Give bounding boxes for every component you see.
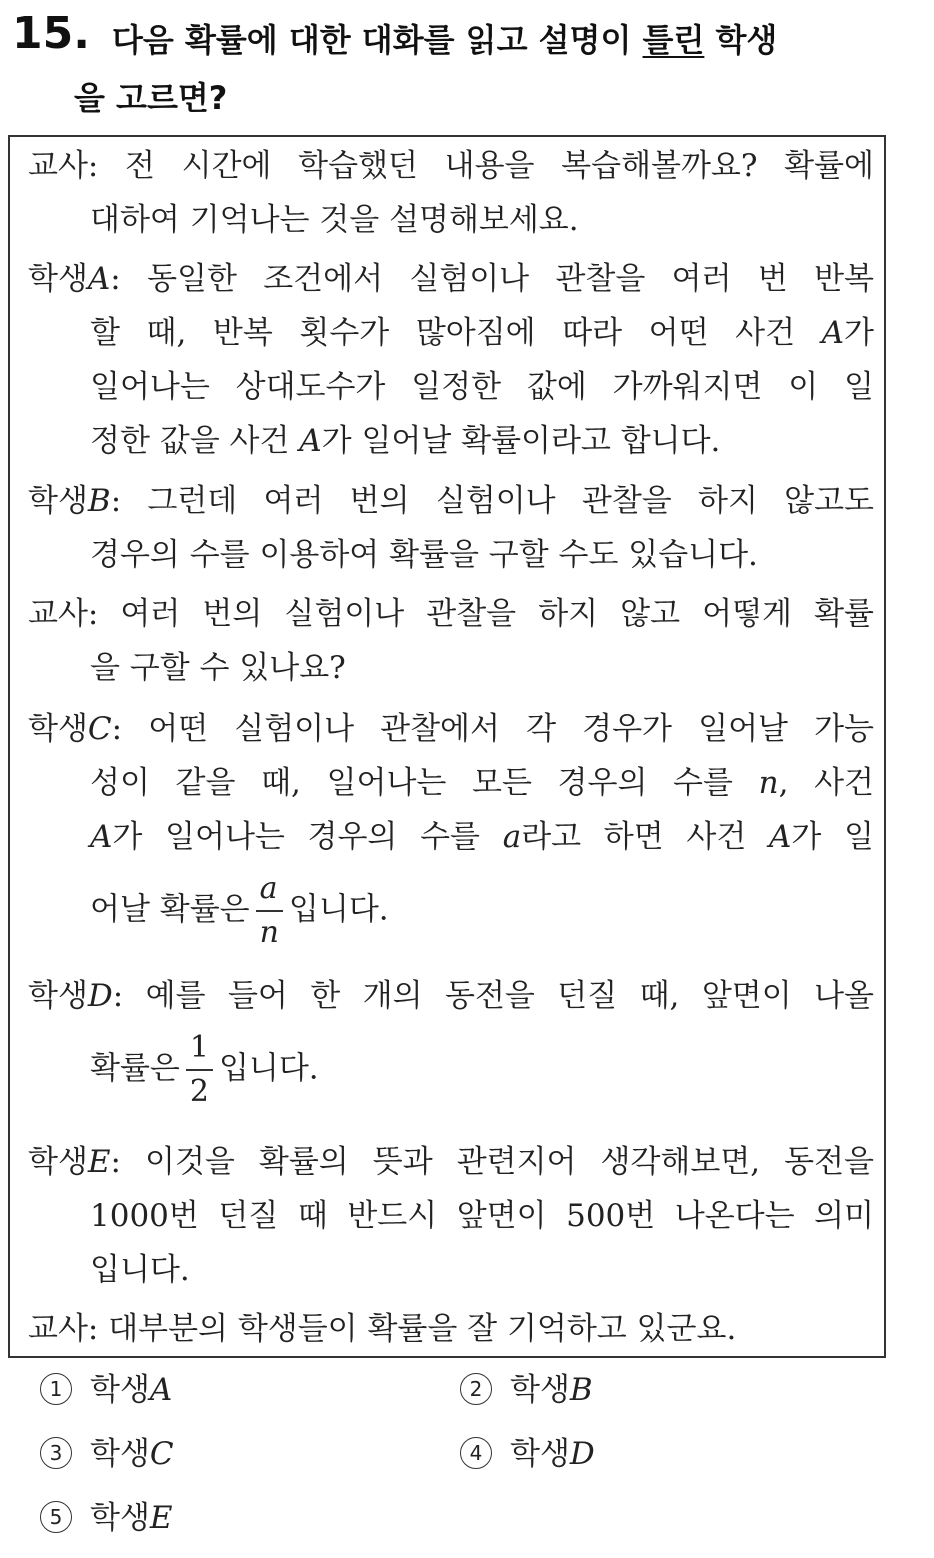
- studentC-line3: [28, 810, 874, 864]
- choice-4-number: 4: [460, 1437, 492, 1469]
- studentD-line1-text: 예를 들어 한 개의 동전을 던질 때, 앞면이 나올: [123, 978, 874, 1014]
- studentA-speaker: [28, 261, 121, 297]
- studentE-speaker-prefix: 학생: [28, 1144, 88, 1180]
- studentC-line1-text: 어떤 실험이나 관찰에서 각 경우가 일어날 가능: [122, 711, 874, 747]
- dialogue-student-d: [28, 969, 874, 1107]
- question-text-underlined: 틀린: [642, 21, 705, 59]
- studentE-speaker-colon: :: [110, 1144, 121, 1180]
- studentC-line4-b: 입니다.: [288, 891, 389, 928]
- studentB-speaker: [28, 483, 121, 519]
- teacher2-line2: 을 구할 수 있나요?: [90, 650, 346, 686]
- studentC-speaker-prefix: 학생: [28, 711, 88, 747]
- choice-1-prefix: 학생: [90, 1372, 150, 1408]
- studentD-speaker-prefix: 학생: [28, 978, 88, 1014]
- studentC-line4-a: 어날 확률은: [90, 891, 250, 928]
- choice-3-var: C: [149, 1436, 174, 1472]
- fraction-one-numerator: 1: [189, 1030, 209, 1065]
- teacher1-line1-text: 전 시간에 학습했던 내용을 복습해볼까요? 확률에: [98, 148, 874, 184]
- question-text-part1: 다음 확률에 대한 대화를 읽고 설명이: [112, 21, 643, 59]
- studentA-line2: [28, 306, 874, 360]
- studentA-speaker-var: A: [87, 261, 111, 297]
- studentD-speaker: [28, 978, 123, 1014]
- choice-2[interactable]: [460, 1368, 593, 1412]
- question-text-line2: 을 고르면?: [74, 79, 228, 117]
- studentE-line1-text: 이것을 확률의 뜻과 관련지어 생각해보면, 동전을: [121, 1144, 874, 1180]
- answer-choices: [40, 1368, 900, 1548]
- studentC-line1: [28, 702, 874, 756]
- choice-5-number: 5: [40, 1501, 72, 1533]
- studentA-line3: 일어나는 상대도수가 일정한 값에 가까워지면 이 일: [90, 369, 874, 405]
- choice-4-prefix: 학생: [510, 1436, 570, 1472]
- teacher1-speaker: 교사:: [28, 148, 99, 184]
- studentA-speaker-prefix: 학생: [28, 261, 88, 297]
- studentD-speaker-colon: :: [112, 978, 124, 1014]
- teacher2-speaker: 교사:: [28, 596, 99, 632]
- studentD-line1: [28, 969, 874, 1023]
- studentA-line4: [28, 414, 874, 468]
- dialogue-student-a: [28, 252, 874, 468]
- dialogue-teacher-3: [28, 1302, 874, 1356]
- choice-2-number: 2: [460, 1373, 492, 1405]
- studentB-line1-text: 그런데 여러 번의 실험이나 관찰을 하지 않고도: [121, 483, 874, 519]
- studentA-line4-b: 가 일어날 확률이라고 합니다.: [321, 423, 721, 459]
- fraction-a-over-n: [256, 871, 283, 950]
- fraction-a-numerator: a: [259, 871, 278, 906]
- teacher3-speaker: 교사:: [28, 1311, 99, 1347]
- teacher2-line1-text: 여러 번의 실험이나 관찰을 하지 않고 어떻게 확률: [98, 596, 874, 632]
- studentB-speaker-colon: :: [110, 483, 122, 519]
- teacher3-line1: [28, 1302, 874, 1356]
- teacher1-line2: 대하여 기억나는 것을 설명해보세요.: [90, 202, 579, 238]
- studentB-speaker-prefix: 학생: [28, 483, 88, 519]
- studentC-speaker-var: C: [87, 711, 112, 747]
- dialogue-teacher-2: [28, 587, 874, 695]
- studentE-line1: [28, 1135, 874, 1189]
- choice-2-var: B: [569, 1372, 593, 1408]
- studentD-speaker-var: D: [87, 978, 113, 1014]
- studentC-line2-b: , 사건: [778, 765, 875, 801]
- studentB-line2: 경우의 수를 이용하여 확률을 구할 수도 있습니다.: [90, 537, 758, 573]
- studentC-line3-a: 가 일어나는 경우의 수를: [112, 819, 503, 855]
- choice-4[interactable]: [460, 1432, 595, 1476]
- studentE-speaker-var: E: [87, 1144, 111, 1180]
- studentC-line3-b: 라고 하면 사건: [521, 819, 769, 855]
- studentA-line1: [28, 252, 874, 306]
- studentD-line2: [28, 1030, 874, 1109]
- choice-3-prefix: 학생: [90, 1436, 150, 1472]
- studentE-line2: 1000번 던질 때 반드시 앞면이 500번 나온다는 의미: [90, 1198, 874, 1234]
- studentA-speaker-colon: :: [110, 261, 121, 297]
- choice-5-prefix: 학생: [90, 1500, 150, 1536]
- dialogue-student-b: [28, 474, 874, 582]
- choice-1[interactable]: [40, 1368, 172, 1412]
- studentB-line1: [28, 474, 874, 528]
- dialogue-box: [8, 135, 886, 1358]
- question-number: 15.: [12, 8, 90, 59]
- studentD-line2-b: 입니다.: [218, 1050, 319, 1087]
- choice-2-prefix: 학생: [510, 1372, 570, 1408]
- studentA-line1-text: 동일한 조건에서 실험이나 관찰을 여러 번 반복: [120, 261, 874, 297]
- fraction-two-denominator: 2: [186, 1069, 213, 1107]
- choice-1-number: 1: [40, 1373, 72, 1405]
- studentC-line2-a: 성이 같을 때, 일어나는 모든 경우의 수를: [90, 765, 759, 801]
- teacher3-line1-text: 대부분의 학생들이 확률을 잘 기억하고 있군요.: [98, 1311, 737, 1347]
- dialogue-student-c: [28, 702, 874, 948]
- studentC-line3-c: 가 일: [791, 819, 874, 855]
- choice-1-var: A: [149, 1372, 173, 1408]
- teacher2-line1: [28, 587, 874, 641]
- choice-5-var: E: [149, 1500, 173, 1536]
- teacher1-line1: [28, 139, 874, 193]
- question-text-part2: 학생: [704, 21, 778, 59]
- choice-5[interactable]: [40, 1496, 173, 1540]
- studentE-speaker: [28, 1144, 121, 1180]
- studentC-line4: [28, 871, 874, 950]
- studentC-line3-var2: a: [502, 819, 522, 855]
- choice-3[interactable]: [40, 1432, 174, 1476]
- studentA-line2-b: 가: [844, 315, 874, 351]
- studentC-line2-var: n: [758, 765, 779, 801]
- fraction-one-half: [186, 1030, 213, 1109]
- studentA-line2-a: 할 때, 반복 횟수가 많아짐에 따라 어떤 사건: [90, 315, 822, 351]
- choice-4-var: D: [569, 1436, 595, 1472]
- fraction-n-denominator: n: [256, 910, 283, 948]
- studentC-line3-var3: A: [769, 819, 792, 855]
- studentA-line2-var: A: [821, 315, 845, 351]
- dialogue-teacher-1: [28, 139, 874, 247]
- studentA-line4-a: 정한 값을 사건: [90, 423, 300, 459]
- question-text-line1: [112, 20, 777, 60]
- studentC-speaker: [28, 711, 122, 747]
- studentC-speaker-colon: :: [111, 711, 123, 747]
- studentB-speaker-var: B: [87, 483, 111, 519]
- choice-3-number: 3: [40, 1437, 72, 1469]
- studentD-line2-a: 확률은: [90, 1050, 180, 1087]
- studentE-line3: 입니다.: [90, 1252, 190, 1288]
- dialogue-student-e: [28, 1135, 874, 1297]
- studentA-line4-var: A: [299, 423, 322, 459]
- studentC-line3-var1: A: [90, 819, 113, 855]
- studentC-line2: [28, 756, 874, 810]
